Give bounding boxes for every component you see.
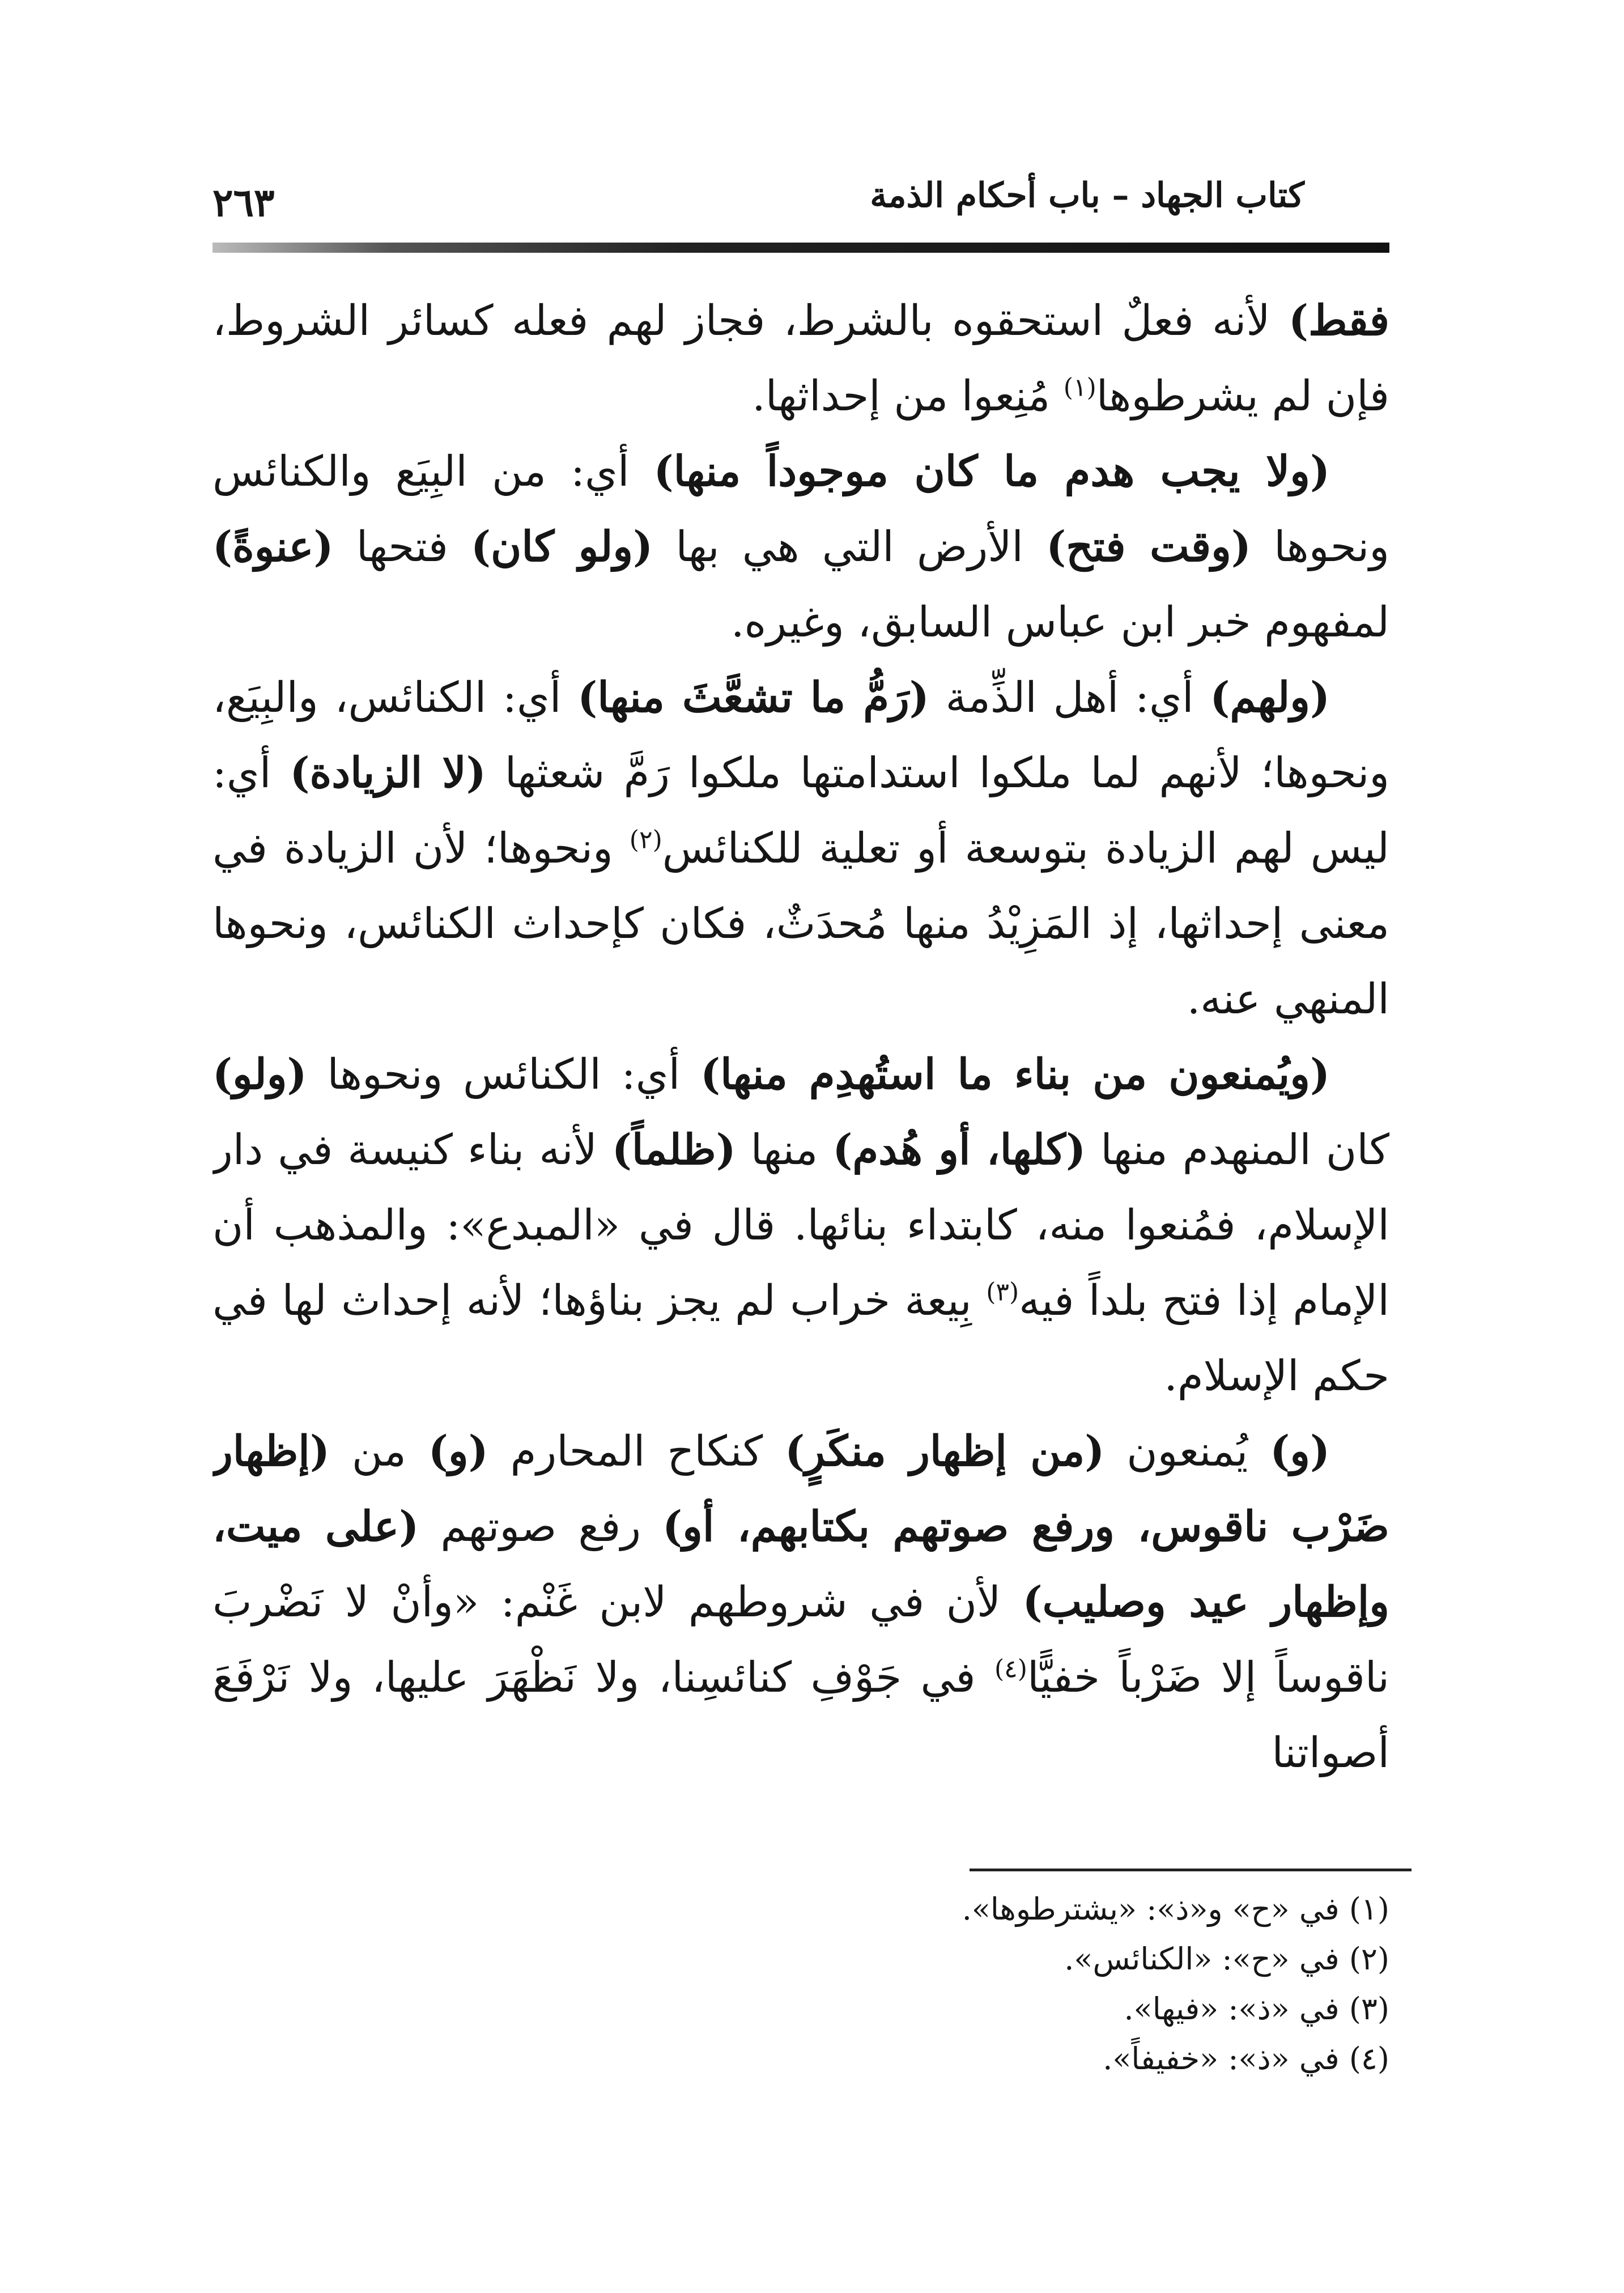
footnote-marker-1: (١) [1063,373,1096,402]
sharh-text: الأرض التي هي بها [653,523,1047,571]
sharh-text: من [329,1427,428,1476]
main-text [212,283,1389,1859]
sharh-text: كان المنهدم منها [1086,1126,1389,1174]
sharh-text: كنكاح المحارم [488,1427,785,1476]
sharh-text: لأن في شروطهم لابن غَنْم: «وأنْ لا نَضْربَ ناقوساً إلا ضَرْباً خفيًّا [212,1578,1389,1702]
matn-text: (ويُمنعون من بناء ما استُهدِم منها) [700,1050,1330,1099]
sharh-text: أي: أهل الذِّمة [929,673,1210,722]
page-header [212,170,1389,238]
sharh-text: ونحوها؛ لأن الزيادة في معنى إحداثها، إذ المَزِيْدُ منها مُحدَثٌ، فكان كإحداث الكنائس، ونحوها المنهي عنه. [212,824,1389,1024]
matn-text: (رَمُّ ما تشعَّثَ منها) [577,673,929,722]
matn-text: (على ميت، وإظهار عيد وصليب) [212,1502,1389,1627]
sharh-text: لأنه فعلٌ استحقوه بالشرط، فجاز لهم فعله كسائر الشروط، فإن لم يشرطوها [212,296,1389,421]
matn-text: (عنوةً) [212,523,334,571]
sharh-text: أي: ليس لهم الزيادة بتوسعة أو تعلية للكنائس [212,749,1389,873]
matn-text: (ظلماً) [611,1126,736,1174]
sharh-text: أي: الكنائس، والبِيَع، ونحوها؛ لأنهم لما ملكوا استدامتها ملكوا رَمَّ شعثها [212,673,1389,797]
matn-text: (ولهم) [1210,673,1330,722]
matn-text: (ولو كان) [471,523,653,571]
matn-text: فقط) [1288,296,1389,345]
sharh-text: أي: من البِيَع والكنائس ونحوها [212,447,1389,571]
footnote-rule [970,1869,1412,1871]
matn-text: (من إظهار منكَرٍ) [785,1427,1105,1476]
matn-text: (ولا يجب هدم ما كان موجوداً منها) [653,447,1330,496]
sharh-text: منها [736,1126,833,1174]
sharh-text: لمفهوم خبر ابن عباس السابق، وغيره. [730,598,1389,647]
footnote-3: (٣) في «ذ»: «فيها». [1124,1991,1389,2027]
matn-text: (ولو) [212,1050,307,1099]
paragraph-3 [212,660,1389,1037]
sharh-text: رفع صوتهم [419,1502,663,1551]
matn-text: (و) [428,1427,488,1476]
matn-text: (و) [1270,1427,1330,1476]
footnotes [212,1884,1389,2084]
matn-text: (وقت فتح) [1046,523,1251,571]
sharh-text: في جَوْفِ كنائسِنا، ولا نَظْهَرَ عليها، ولا نَرْفَعَ أصواتنا [212,1653,1389,1777]
footnote-1: (١) في «ح» و«ذ»: «يشترطوها». [962,1891,1389,1927]
sharh-text: يُمنعون [1104,1427,1270,1476]
sharh-text: أي: الكنائس ونحوها [307,1050,701,1099]
paragraph-2 [212,434,1389,660]
footnote-2: (٢) في «ح»: «الكنائس». [1064,1941,1389,1977]
sharh-text: لأنه بناء كنيسة في دار الإسلام، فمُنعوا منه، كابتداء بنائها. قال في «المبدع»: والمذهب أن الإمام إذا فتح بلداً فيه [212,1126,1389,1325]
sharh-text: بِيعة خراب لم يجز بناؤها؛ لأنه إحداث لها في حكم الإسلام. [212,1276,1389,1400]
footnote-marker-4: (٤) [994,1654,1027,1684]
sharh-text: فتحها [333,523,471,571]
footnote-marker-2: (٢) [629,825,662,855]
paragraph-4 [212,1037,1389,1414]
matn-text: (إظهار ضَرْب ناقوس، ورفع صوتهم بكتابهم، أو) [212,1427,1389,1551]
sharh-text: مُنِعوا من إحداثها. [752,372,1064,421]
page-number: ٢٦٣ [212,180,275,226]
footnote-4: (٤) في «ذ»: «خفيفاً». [1103,2041,1389,2077]
paragraph-5 [212,1414,1389,1791]
running-title: كتاب الجهاد – باب أحكام الذمة [870,176,1304,215]
matn-text: (كلها، أو هُدم) [832,1126,1086,1174]
matn-text: (لا الزيادة) [290,749,486,797]
header-rule [212,243,1389,253]
footnote-marker-3: (٣) [986,1277,1019,1307]
paragraph-1 [212,283,1389,434]
